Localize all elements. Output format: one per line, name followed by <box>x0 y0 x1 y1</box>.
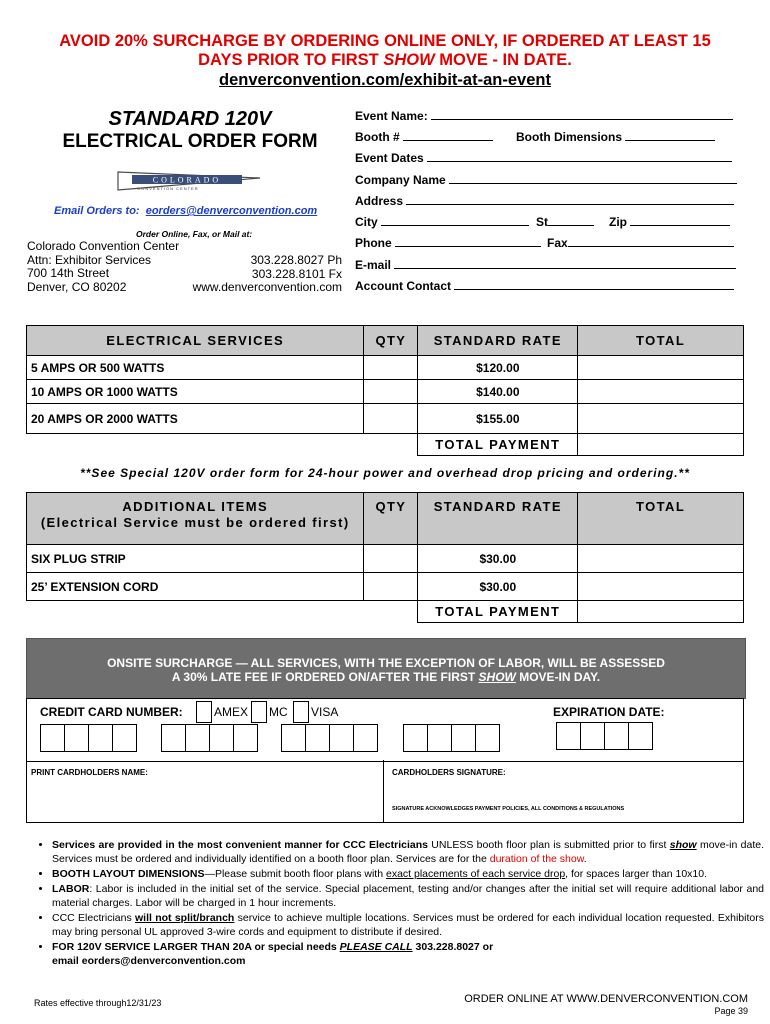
col-header-additional: ADDITIONAL ITEMS (Electrical Service must be ordered first) <box>27 493 364 545</box>
col-header-total: TOTAL <box>578 326 744 356</box>
credit-card-label: CREDIT CARD NUMBER: <box>40 705 183 719</box>
list-item: • CCC Electricians will not split/branch service to achieve multiple locations. Services must be ordered for each individual location requested. Exhibitors may bring personal UL approved 3-wire cords and equipment to distribute if desired. <box>52 911 764 939</box>
total-input[interactable] <box>578 380 744 404</box>
additional-items-table <box>26 492 744 623</box>
fax-field[interactable]: Fax <box>547 236 734 250</box>
total-input[interactable] <box>578 573 744 601</box>
order-online-footer: ORDER ONLINE AT WWW.DENVERCONVENTION.COM <box>464 993 748 1005</box>
card-digits-group-1[interactable] <box>40 724 137 752</box>
logo-text: COLORADO <box>152 175 222 185</box>
form-title-line-1: STANDARD 120V <box>108 108 272 130</box>
page-number: Page 39 <box>714 1006 748 1016</box>
amex-checkbox[interactable] <box>196 701 212 723</box>
list-item: • Services are provided in the most convenient manner for CCC Electricians UNLESS booth floor plan is submitted prior to first show move-in date. Services must be ordered and individually identified on a booth floor plan. Services are for the duration of the show. <box>52 838 764 866</box>
booth-dimensions-field[interactable]: Booth Dimensions <box>516 130 715 144</box>
total-payment-label: TOTAL PAYMENT <box>418 434 578 456</box>
state-field[interactable]: St <box>536 215 594 229</box>
qty-input[interactable] <box>364 380 418 404</box>
amex-label: AMEX <box>214 705 249 719</box>
qty-input[interactable] <box>364 545 418 573</box>
email-orders-line: Email Orders to: eorders@denverconvention.com <box>54 205 318 217</box>
address-field[interactable]: Address <box>355 194 734 208</box>
warning-line-1: AVOID 20% SURCHARGE BY ORDERING ONLINE ONLY, IF ORDERED AT LEAST 15 <box>59 32 711 50</box>
surcharge-banner: ONSITE SURCHARGE — ALL SERVICES, WITH THE EXCEPTION OF LABOR, WILL BE ASSESSED A 30% LATE FEE IF ORDERED ON/AFTER THE FIRST SHOW MOVE-IN DAY. <box>26 638 746 699</box>
qty-input[interactable] <box>364 573 418 601</box>
col-header-qty: QTY <box>364 326 418 356</box>
table-row: 20 AMPS OR 2000 WATTS $155.00 <box>27 404 744 434</box>
total-input[interactable] <box>578 356 744 380</box>
table-row: SIX PLUG STRIP $30.00 <box>27 545 744 573</box>
list-item: • FOR 120V SERVICE LARGER THAN 20A or special needs PLEASE CALL 303.228.8027 or email eorders@denverconvention.com <box>52 940 764 968</box>
warning-line-2: DAYS PRIOR TO FIRST SHOW MOVE - IN DATE. <box>198 51 572 69</box>
expiration-digits[interactable] <box>556 722 653 750</box>
visa-label: VISA <box>311 705 339 719</box>
table-row: 25’ EXTENSION CORD $30.00 <box>27 573 744 601</box>
phone-field[interactable]: Phone <box>355 236 541 250</box>
account-contact-field[interactable]: Account Contact <box>355 279 734 293</box>
col-header-rate: STANDARD RATE <box>418 493 578 545</box>
visa-checkbox[interactable] <box>293 701 309 723</box>
expiration-label: EXPIRATION DATE: <box>553 705 665 719</box>
card-digits-group-2[interactable] <box>161 724 258 752</box>
email-field[interactable]: E-mail <box>355 258 736 272</box>
cardholder-name-label: PRINT CARDHOLDERS NAME: <box>31 768 148 777</box>
mc-checkbox[interactable] <box>251 701 267 723</box>
header-url-link[interactable]: denverconvention.com/exhibit-at-an-event <box>219 71 551 89</box>
total-payment-input[interactable] <box>578 601 744 623</box>
event-dates-field[interactable]: Event Dates <box>355 151 732 165</box>
electrical-services-table <box>26 325 744 456</box>
table-row: 10 AMPS OR 1000 WATTS $140.00 <box>27 380 744 404</box>
col-header-services: ELECTRICAL SERVICES <box>27 326 364 356</box>
order-note: Order Online, Fax, or Mail at: <box>136 229 253 239</box>
policy-list <box>30 838 764 969</box>
total-input[interactable] <box>578 404 744 434</box>
col-header-total: TOTAL <box>578 493 744 545</box>
total-payment-input[interactable] <box>578 434 744 456</box>
qty-input[interactable] <box>364 404 418 434</box>
event-name-field[interactable]: Event Name: <box>355 109 733 123</box>
cardholder-signature-box[interactable] <box>383 760 744 823</box>
contact-numbers: 303.228.8027 Ph 303.228.8101 Fx www.denverconvention.com <box>192 253 342 294</box>
col-header-qty: QTY <box>364 493 418 545</box>
card-digits-group-4[interactable] <box>403 724 500 752</box>
special-note: **See Special 120V order form for 24-hour power and overhead drop pricing and ordering.** <box>80 466 690 480</box>
booth-field[interactable]: Booth # <box>355 130 493 144</box>
card-digits-group-3[interactable] <box>281 724 378 752</box>
table-row: 5 AMPS OR 500 WATTS $120.00 <box>27 356 744 380</box>
list-item: • LABOR: Labor is included in the initial set of the service. Special placement, testing and/or changes after the initial set will require additional labor and material charges. Labor will be charged in 1 hour increments. <box>52 882 764 910</box>
signature-label: CARDHOLDERS SIGNATURE: <box>392 768 506 777</box>
rates-effective: Rates effective through12/31/23 <box>34 998 162 1008</box>
mc-label: MC <box>269 705 288 719</box>
company-name-field[interactable]: Company Name <box>355 173 737 187</box>
qty-input[interactable] <box>364 356 418 380</box>
col-header-rate: STANDARD RATE <box>418 326 578 356</box>
email-orders-link[interactable]: eorders@denverconvention.com <box>145 205 318 217</box>
city-field[interactable]: City <box>355 215 529 229</box>
total-input[interactable] <box>578 545 744 573</box>
list-item: • BOOTH LAYOUT DIMENSIONS—Please submit booth floor plans with exact placements of each service drop, for spaces larger than 10x10. <box>52 867 764 881</box>
cardholder-name-box[interactable] <box>26 760 384 823</box>
logo-subtext: CONVENTION CENTER <box>137 186 199 191</box>
signature-note: SIGNATURE ACKNOWLEDGES PAYMENT POLICIES, ALL CONDITIONS & REGULATIONS <box>392 806 625 812</box>
form-title-line-2: ELECTRICAL ORDER FORM <box>62 131 318 152</box>
mailing-address: Colorado Convention Center Attn: Exhibitor Services 700 14th Street Denver, CO 80202 <box>27 239 180 294</box>
colorado-convention-center-logo <box>110 162 270 198</box>
zip-field[interactable]: Zip <box>609 215 730 229</box>
total-payment-label: TOTAL PAYMENT <box>418 601 578 623</box>
